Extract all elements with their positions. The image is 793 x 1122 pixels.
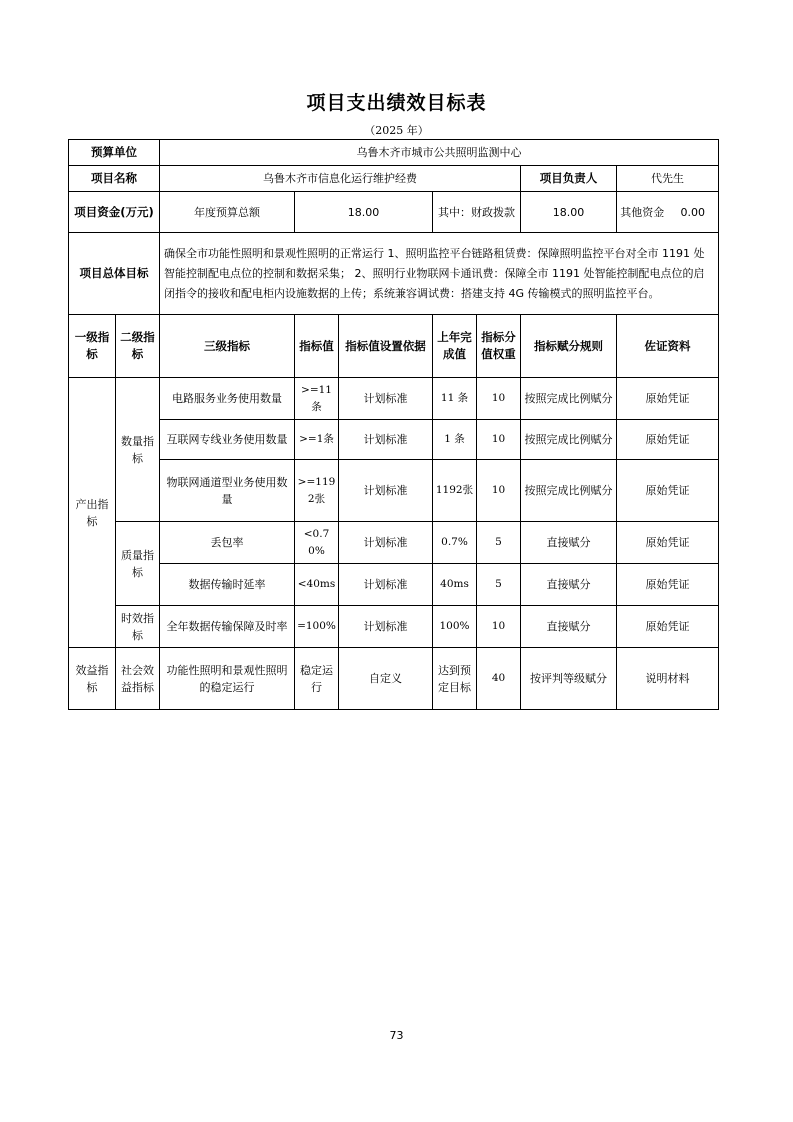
row-rule: 按照完成比例赋分 xyxy=(521,460,617,522)
row-value: >=1条 xyxy=(295,420,339,460)
row-basis: 计划标准 xyxy=(339,460,433,522)
row-weight: 10 xyxy=(477,606,521,648)
row-rule: 直接赋分 xyxy=(521,522,617,564)
goal-value: 确保全市功能性照明和景观性照明的正常运行 1、照明监控平台链路租赁费：保障照明监控平台对全市 1191 处智能控制配电点位的控制和数据采集； 2、照明行业物联网卡通讯费：保障全市 1191 处智能控制配电点位的启闭指令的接收和配电柜内设施数据的上传；系统兼容调试费：搭建支持 4G 传输模式的照明监控平台。 xyxy=(160,233,719,315)
row-evidence: 原始凭证 xyxy=(617,564,719,606)
row-rule: 直接赋分 xyxy=(521,564,617,606)
row-evidence: 原始凭证 xyxy=(617,522,719,564)
row-name: 功能性照明和景观性照明的稳定运行 xyxy=(160,648,295,710)
row-last: 达到预定目标 xyxy=(433,648,477,710)
row-evidence: 原始凭证 xyxy=(617,420,719,460)
fund-label: 项目资金(万元) xyxy=(69,192,160,233)
row-name: 丢包率 xyxy=(160,522,295,564)
group-quality: 质量指标 xyxy=(116,522,160,606)
row-last: 0.7% xyxy=(433,522,477,564)
row-weight: 10 xyxy=(477,460,521,522)
row-weight: 10 xyxy=(477,420,521,460)
row-rule: 按评判等级赋分 xyxy=(521,648,617,710)
row-weight: 5 xyxy=(477,522,521,564)
row-evidence: 原始凭证 xyxy=(617,606,719,648)
row-last: 1 条 xyxy=(433,420,477,460)
row-rule: 按照完成比例赋分 xyxy=(521,378,617,420)
leader-label: 项目负责人 xyxy=(521,166,617,192)
unit-label: 预算单位 xyxy=(69,140,160,166)
row-value: <0.70% xyxy=(295,522,339,564)
table-row xyxy=(69,420,719,460)
performance-table xyxy=(68,139,719,710)
row-basis: 计划标准 xyxy=(339,522,433,564)
row-basis: 计划标准 xyxy=(339,420,433,460)
header-level3: 三级指标 xyxy=(160,315,295,378)
table-row xyxy=(69,564,719,606)
table-row xyxy=(69,606,719,648)
row-weight: 40 xyxy=(477,648,521,710)
header-weight: 指标分值权重 xyxy=(477,315,521,378)
row-value: >=11条 xyxy=(295,378,339,420)
row-value: >=1192张 xyxy=(295,460,339,522)
other-value: 0.00 xyxy=(680,205,706,219)
row-rule: 按照完成比例赋分 xyxy=(521,420,617,460)
group-quantity: 数量指标 xyxy=(116,378,160,522)
row-basis: 计划标准 xyxy=(339,606,433,648)
row-last: 11 条 xyxy=(433,378,477,420)
row-last: 40ms xyxy=(433,564,477,606)
row-name: 全年数据传输保障及时率 xyxy=(160,606,295,648)
table-row xyxy=(69,378,719,420)
goal-label: 项目总体目标 xyxy=(69,233,160,315)
row-evidence: 原始凭证 xyxy=(617,460,719,522)
row-value: <40ms xyxy=(295,564,339,606)
row-rule: 直接赋分 xyxy=(521,606,617,648)
annual-label: 年度预算总额 xyxy=(160,192,295,233)
row-last: 100% xyxy=(433,606,477,648)
row-weight: 5 xyxy=(477,564,521,606)
row-value: =100% xyxy=(295,606,339,648)
other-label: 其他资金 xyxy=(620,205,665,219)
leader-value: 代先生 xyxy=(617,166,719,192)
fiscal-value: 18.00 xyxy=(521,192,617,233)
header-rule: 指标赋分规则 xyxy=(521,315,617,378)
table-row xyxy=(69,460,719,522)
group-timeliness: 时效指标 xyxy=(116,606,160,648)
table-row xyxy=(69,648,719,710)
project-value: 乌鲁木齐市信息化运行维护经费 xyxy=(160,166,521,192)
year-label: （2025 年） xyxy=(364,124,429,137)
header-evidence: 佐证资料 xyxy=(617,315,719,378)
unit-value: 乌鲁木齐市城市公共照明监测中心 xyxy=(160,140,719,166)
group-output: 产出指标 xyxy=(69,378,116,648)
fiscal-label: 其中：财政拨款 xyxy=(433,192,521,233)
row-evidence: 原始凭证 xyxy=(617,378,719,420)
page-number: 73 xyxy=(389,1029,404,1042)
row-last: 1192张 xyxy=(433,460,477,522)
row-evidence: 说明材料 xyxy=(617,648,719,710)
row-name: 物联网通道型业务使用数量 xyxy=(160,460,295,522)
row-basis: 计划标准 xyxy=(339,378,433,420)
row-name: 电路服务业务使用数量 xyxy=(160,378,295,420)
header-last-year: 上年完成值 xyxy=(433,315,477,378)
annual-value: 18.00 xyxy=(295,192,433,233)
row-value: 稳定运行 xyxy=(295,648,339,710)
header-basis: 指标值设置依据 xyxy=(339,315,433,378)
row-name: 互联网专线业务使用数量 xyxy=(160,420,295,460)
group-social: 社会效益指标 xyxy=(116,648,160,710)
row-name: 数据传输时延率 xyxy=(160,564,295,606)
row-weight: 10 xyxy=(477,378,521,420)
project-label: 项目名称 xyxy=(69,166,160,192)
other-value-cell xyxy=(617,192,719,233)
row-basis: 计划标准 xyxy=(339,564,433,606)
header-level2: 二级指标 xyxy=(116,315,160,378)
table-row xyxy=(69,522,719,564)
header-value: 指标值 xyxy=(295,315,339,378)
page-title: 项目支出绩效目标表 xyxy=(306,92,487,114)
row-basis: 自定义 xyxy=(339,648,433,710)
group-benefit: 效益指标 xyxy=(69,648,116,710)
header-level1: 一级指标 xyxy=(69,315,116,378)
